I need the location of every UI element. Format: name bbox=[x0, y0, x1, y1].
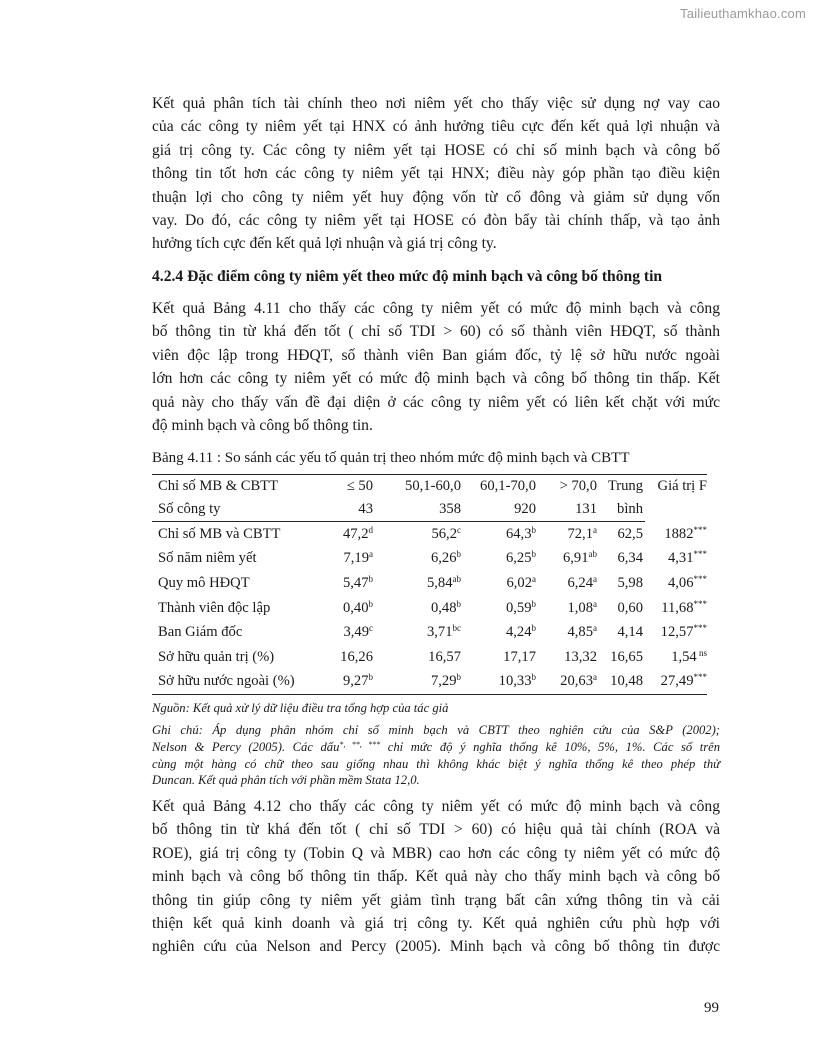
significance-letter: *** bbox=[693, 672, 707, 683]
text-line: của các công ty niêm yết tại HNX có ảnh hưởng tiêu cực đến kết quả lợi nhuận và bbox=[152, 118, 720, 136]
paragraph-listing-location-analysis bbox=[152, 92, 720, 256]
cell-value: 4,24 bbox=[505, 624, 532, 641]
table-cell bbox=[375, 522, 463, 547]
cell-value: 56,2 bbox=[431, 525, 457, 542]
significance-letter: b bbox=[531, 623, 536, 634]
significance-letter: ns bbox=[696, 647, 707, 658]
cell-value: 0,59 bbox=[505, 599, 532, 616]
header-cell: Chỉ số MB & CBTT bbox=[152, 475, 317, 499]
table-cell bbox=[599, 620, 645, 645]
text-line: ROE), giá trị công ty (Tobin Q và MBR) cao hơn các công ty niêm yết có mức độ bbox=[152, 844, 720, 862]
note-line: Ghi chú: Áp dụng phân nhóm chỉ số minh bạch và CBTT theo nghiên cứu của S&P (2002); bbox=[152, 723, 720, 737]
table-cell bbox=[317, 670, 375, 695]
text-line: thông tin giúp công ty niêm yết giảm tình trạng bất cân xứng thông tin và cải bbox=[152, 891, 720, 909]
cell-value: 16,26 bbox=[340, 648, 373, 665]
cell-value: 1882 bbox=[664, 525, 694, 542]
text-line: thông tin tốt hơn các công ty niêm yết tại HNX; điều này góp phần tạo điều kiện bbox=[152, 165, 720, 183]
cell-value: Sở hữu quản trị (%) bbox=[158, 648, 275, 665]
significance-letter: *** bbox=[693, 549, 707, 560]
paragraph-table-4-12-summary bbox=[152, 795, 720, 959]
table-cell bbox=[463, 547, 538, 572]
table-cell bbox=[538, 670, 599, 695]
cell-value: 6,24 bbox=[567, 574, 593, 591]
cell-value: 10,48 bbox=[610, 673, 643, 690]
cell-value: 12,57 bbox=[660, 624, 694, 641]
cell-value: 10,33 bbox=[498, 673, 532, 690]
text-line: nghiên cứu của Nelson and Percy (2005). Minh bạch và công bố thông tin được bbox=[152, 938, 720, 956]
cell-value: 0,60 bbox=[617, 599, 643, 616]
table-row bbox=[152, 571, 707, 596]
cell-value: 62,5 bbox=[617, 525, 643, 542]
significance-letter: d bbox=[368, 524, 373, 535]
cell-value: 6,26 bbox=[430, 550, 457, 567]
table-row bbox=[152, 522, 707, 547]
text-line: lớn hơn các công ty niêm yết có mức độ minh bạch và công bố thông tin thấp. Kết bbox=[152, 370, 720, 388]
significance-letter: a bbox=[593, 598, 597, 609]
significance-letter: a bbox=[593, 672, 597, 683]
table-cell bbox=[317, 522, 375, 547]
table-cell bbox=[645, 596, 707, 621]
text-line: hưởng tích cực đến kết quả lợi nhuận và giá trị công ty. bbox=[152, 235, 497, 253]
cell-value: 47,2 bbox=[342, 525, 369, 542]
significance-letter: b bbox=[368, 672, 373, 683]
cell-value: 4,31 bbox=[667, 550, 694, 567]
cell-value: 11,68 bbox=[661, 599, 694, 616]
table-cell bbox=[599, 645, 645, 670]
header-cell: 358 bbox=[375, 498, 463, 522]
row-label bbox=[152, 645, 317, 670]
table-cell bbox=[538, 596, 599, 621]
table-cell bbox=[599, 596, 645, 621]
cell-value: 0,48 bbox=[430, 599, 457, 616]
significance-letter: a bbox=[593, 623, 597, 634]
cell-value: Ban Giám đốc bbox=[158, 624, 243, 641]
table-cell bbox=[317, 571, 375, 596]
table-note bbox=[152, 722, 720, 789]
text-line: độ minh bạch và công bố thông tin. bbox=[152, 417, 373, 435]
section-heading: 4.2.4 Đặc điểm công ty niêm yết theo mức độ minh bạch và công bố thông tin bbox=[152, 268, 663, 285]
table-cell bbox=[599, 571, 645, 596]
row-label bbox=[152, 522, 317, 547]
cell-value: 5,84 bbox=[426, 574, 453, 591]
cell-value: 4,14 bbox=[617, 624, 643, 641]
text-line: viên độc lập trong HĐQT, số thành viên Ban giám đốc, tỷ lệ sở hữu nước ngoài bbox=[152, 346, 720, 364]
table-cell bbox=[463, 596, 538, 621]
text-line: thuận lợi cho công ty niêm yết huy động vốn từ cổ đông và giảm sử dụng vốn bbox=[152, 188, 720, 206]
significance-markers: *, **, *** bbox=[339, 739, 381, 749]
cell-value: Sở hữu nước ngoài (%) bbox=[158, 673, 295, 690]
cell-value: 3,71 bbox=[426, 624, 453, 641]
significance-letter: b bbox=[531, 524, 536, 535]
table-cell bbox=[538, 571, 599, 596]
header-cell: Giá trị F bbox=[645, 475, 707, 499]
cell-value: Chỉ số MB và CBTT bbox=[158, 525, 281, 542]
significance-letter: bc bbox=[452, 623, 461, 634]
table-cell bbox=[645, 620, 707, 645]
governance-comparison-table bbox=[152, 474, 707, 695]
cell-value: 16,65 bbox=[610, 648, 643, 665]
cell-value: Thành viên độc lập bbox=[158, 599, 271, 616]
cell-value: 6,02 bbox=[506, 574, 532, 591]
header-cell: 920 bbox=[463, 498, 538, 522]
cell-value: 6,34 bbox=[617, 550, 643, 567]
table-cell bbox=[463, 670, 538, 695]
header-cell: ≤ 50 bbox=[317, 475, 375, 499]
table-cell bbox=[538, 547, 599, 572]
cell-value: 4,06 bbox=[667, 574, 694, 591]
table-cell bbox=[317, 645, 375, 670]
note-line: cùng một hàng có chữ theo sau giống nhau thì không khác biệt ý nghĩa thống kê theo phép thử bbox=[152, 756, 720, 771]
significance-letter: ab bbox=[588, 549, 597, 560]
table-row bbox=[152, 596, 707, 621]
significance-letter: *** bbox=[693, 573, 707, 584]
table-cell bbox=[375, 596, 463, 621]
paragraph-table-4-11-summary bbox=[152, 297, 720, 437]
table-cell bbox=[375, 547, 463, 572]
text-line: minh bạch và công bố thông tin thấp. Kết quả này cho thấy minh bạch và công bố bbox=[152, 868, 720, 886]
table-cell bbox=[317, 596, 375, 621]
watermark: Tailieuthamkhao.com bbox=[680, 6, 806, 21]
cell-value: 0,40 bbox=[342, 599, 369, 616]
table-cell bbox=[599, 547, 645, 572]
table-count-row bbox=[152, 498, 707, 522]
text-line: vay. Do đó, các công ty niêm yết tại HOSE có đòn bẩy tài chính thấp, và tạo ảnh bbox=[152, 212, 720, 230]
cell-value: 1,54 bbox=[671, 648, 697, 665]
table-cell bbox=[317, 547, 375, 572]
cell-value: 1,08 bbox=[567, 599, 593, 616]
row-label bbox=[152, 547, 317, 572]
cell-value: 7,29 bbox=[430, 673, 457, 690]
table-cell bbox=[375, 620, 463, 645]
significance-letter: *** bbox=[693, 524, 707, 535]
table-row bbox=[152, 547, 707, 572]
cell-value: 16,57 bbox=[428, 648, 461, 665]
text-line: bố thông tin từ khá đến tốt ( chỉ số TDI > 60) có số thành viên HĐQT, số thành bbox=[152, 323, 720, 341]
table-cell bbox=[463, 522, 538, 547]
table-cell bbox=[375, 571, 463, 596]
table-cell bbox=[645, 645, 707, 670]
header-cell: 43 bbox=[317, 498, 375, 522]
significance-letter: a bbox=[532, 573, 536, 584]
header-cell: Số công ty bbox=[152, 498, 317, 522]
header-cell bbox=[645, 498, 707, 522]
significance-letter: *** bbox=[693, 623, 707, 634]
row-label bbox=[152, 571, 317, 596]
significance-letter: b bbox=[456, 672, 461, 683]
table-cell bbox=[463, 645, 538, 670]
cell-value: 5,98 bbox=[617, 574, 643, 591]
note-line bbox=[152, 739, 720, 756]
text-line: quả này cho thấy vấn đề đại diện ở các công ty niêm yết có liên kết chặt với mức bbox=[152, 393, 720, 411]
cell-value: 7,19 bbox=[343, 550, 369, 567]
table-header-row bbox=[152, 475, 707, 499]
significance-letter: ab bbox=[452, 573, 461, 584]
table-cell bbox=[645, 670, 707, 695]
table-cell bbox=[375, 670, 463, 695]
header-cell: Trung bbox=[599, 475, 645, 499]
cell-value: Quy mô HĐQT bbox=[158, 574, 250, 591]
significance-letter: b bbox=[456, 598, 461, 609]
cell-value: 9,27 bbox=[342, 673, 369, 690]
significance-letter: a bbox=[593, 524, 597, 535]
text-line: giá trị công ty. Các công ty niêm yết tại HOSE có chỉ số minh bạch và công bố bbox=[152, 141, 720, 159]
table-cell bbox=[538, 522, 599, 547]
text-line: thiện kết quả kinh doanh và giá trị công ty. Kết quả nghiên cứu phù hợp với bbox=[152, 915, 720, 933]
cell-value: 6,25 bbox=[505, 550, 532, 567]
note-text: Nelson & Percy (2005). Các dấu bbox=[152, 739, 340, 754]
page-number: 99 bbox=[704, 1000, 719, 1016]
cell-value: 27,49 bbox=[660, 673, 694, 690]
table-cell bbox=[317, 620, 375, 645]
cell-value: 3,49 bbox=[343, 624, 369, 641]
text-line: Kết quả Bảng 4.12 cho thấy các công ty niêm yết có mức độ minh bạch và công bbox=[152, 798, 720, 815]
note-text: chỉ mức độ ý nghĩa thống kê 10%, 5%, 1%. Các số trên bbox=[380, 739, 721, 754]
significance-letter: b bbox=[531, 672, 536, 683]
significance-letter: c bbox=[457, 524, 461, 535]
significance-letter: c bbox=[369, 623, 373, 634]
cell-value: 64,3 bbox=[505, 525, 532, 542]
cell-value: 4,85 bbox=[567, 624, 593, 641]
table-cell bbox=[375, 645, 463, 670]
significance-letter: b bbox=[368, 598, 373, 609]
significance-letter: a bbox=[369, 549, 373, 560]
table-cell bbox=[645, 571, 707, 596]
row-label bbox=[152, 620, 317, 645]
header-cell: bình bbox=[599, 498, 645, 522]
cell-value: 6,91 bbox=[562, 550, 589, 567]
table-row bbox=[152, 670, 707, 695]
header-cell: > 70,0 bbox=[538, 475, 599, 499]
significance-letter: b bbox=[456, 549, 461, 560]
cell-value: 5,47 bbox=[342, 574, 369, 591]
table-source: Nguồn: Kết quả xử lý dữ liệu điều tra tổng hợp của tác giả bbox=[152, 701, 449, 715]
significance-letter: *** bbox=[693, 598, 707, 609]
header-cell: 60,1-70,0 bbox=[463, 475, 538, 499]
table-row bbox=[152, 620, 707, 645]
table-cell bbox=[645, 547, 707, 572]
table-cell bbox=[538, 620, 599, 645]
cell-value: Số năm niêm yết bbox=[158, 550, 257, 567]
cell-value: 72,1 bbox=[567, 525, 593, 542]
text-line: bố thông tin từ khá đến tốt ( chỉ số TDI > 60) có hiệu quả tài chính (ROA và bbox=[152, 821, 720, 839]
significance-letter: b bbox=[368, 573, 373, 584]
significance-letter: a bbox=[593, 573, 597, 584]
row-label bbox=[152, 596, 317, 621]
table-cell bbox=[463, 620, 538, 645]
table-cell bbox=[599, 670, 645, 695]
text-line: Kết quả phân tích tài chính theo nơi niêm yết cho thấy việc sử dụng nợ vay cao bbox=[152, 95, 720, 112]
table-cell bbox=[463, 571, 538, 596]
table-cell bbox=[645, 522, 707, 547]
table-cell bbox=[599, 522, 645, 547]
significance-letter: b bbox=[531, 598, 536, 609]
header-cell: 131 bbox=[538, 498, 599, 522]
header-cell: 50,1-60,0 bbox=[375, 475, 463, 499]
table-cell bbox=[538, 645, 599, 670]
table-row bbox=[152, 645, 707, 670]
text-line: Kết quả Bảng 4.11 cho thấy các công ty niêm yết có mức độ minh bạch và công bbox=[152, 300, 720, 317]
note-line: Duncan. Kết quả phân tích với phần mềm Stata 12,0. bbox=[152, 773, 420, 788]
cell-value: 17,17 bbox=[503, 648, 536, 665]
cell-value: 20,63 bbox=[560, 673, 593, 690]
row-label bbox=[152, 670, 317, 695]
significance-letter: b bbox=[531, 549, 536, 560]
cell-value: 13,32 bbox=[564, 648, 597, 665]
table-caption: Bảng 4.11 : So sánh các yếu tố quản trị theo nhóm mức độ minh bạch và CBTT bbox=[152, 450, 630, 466]
